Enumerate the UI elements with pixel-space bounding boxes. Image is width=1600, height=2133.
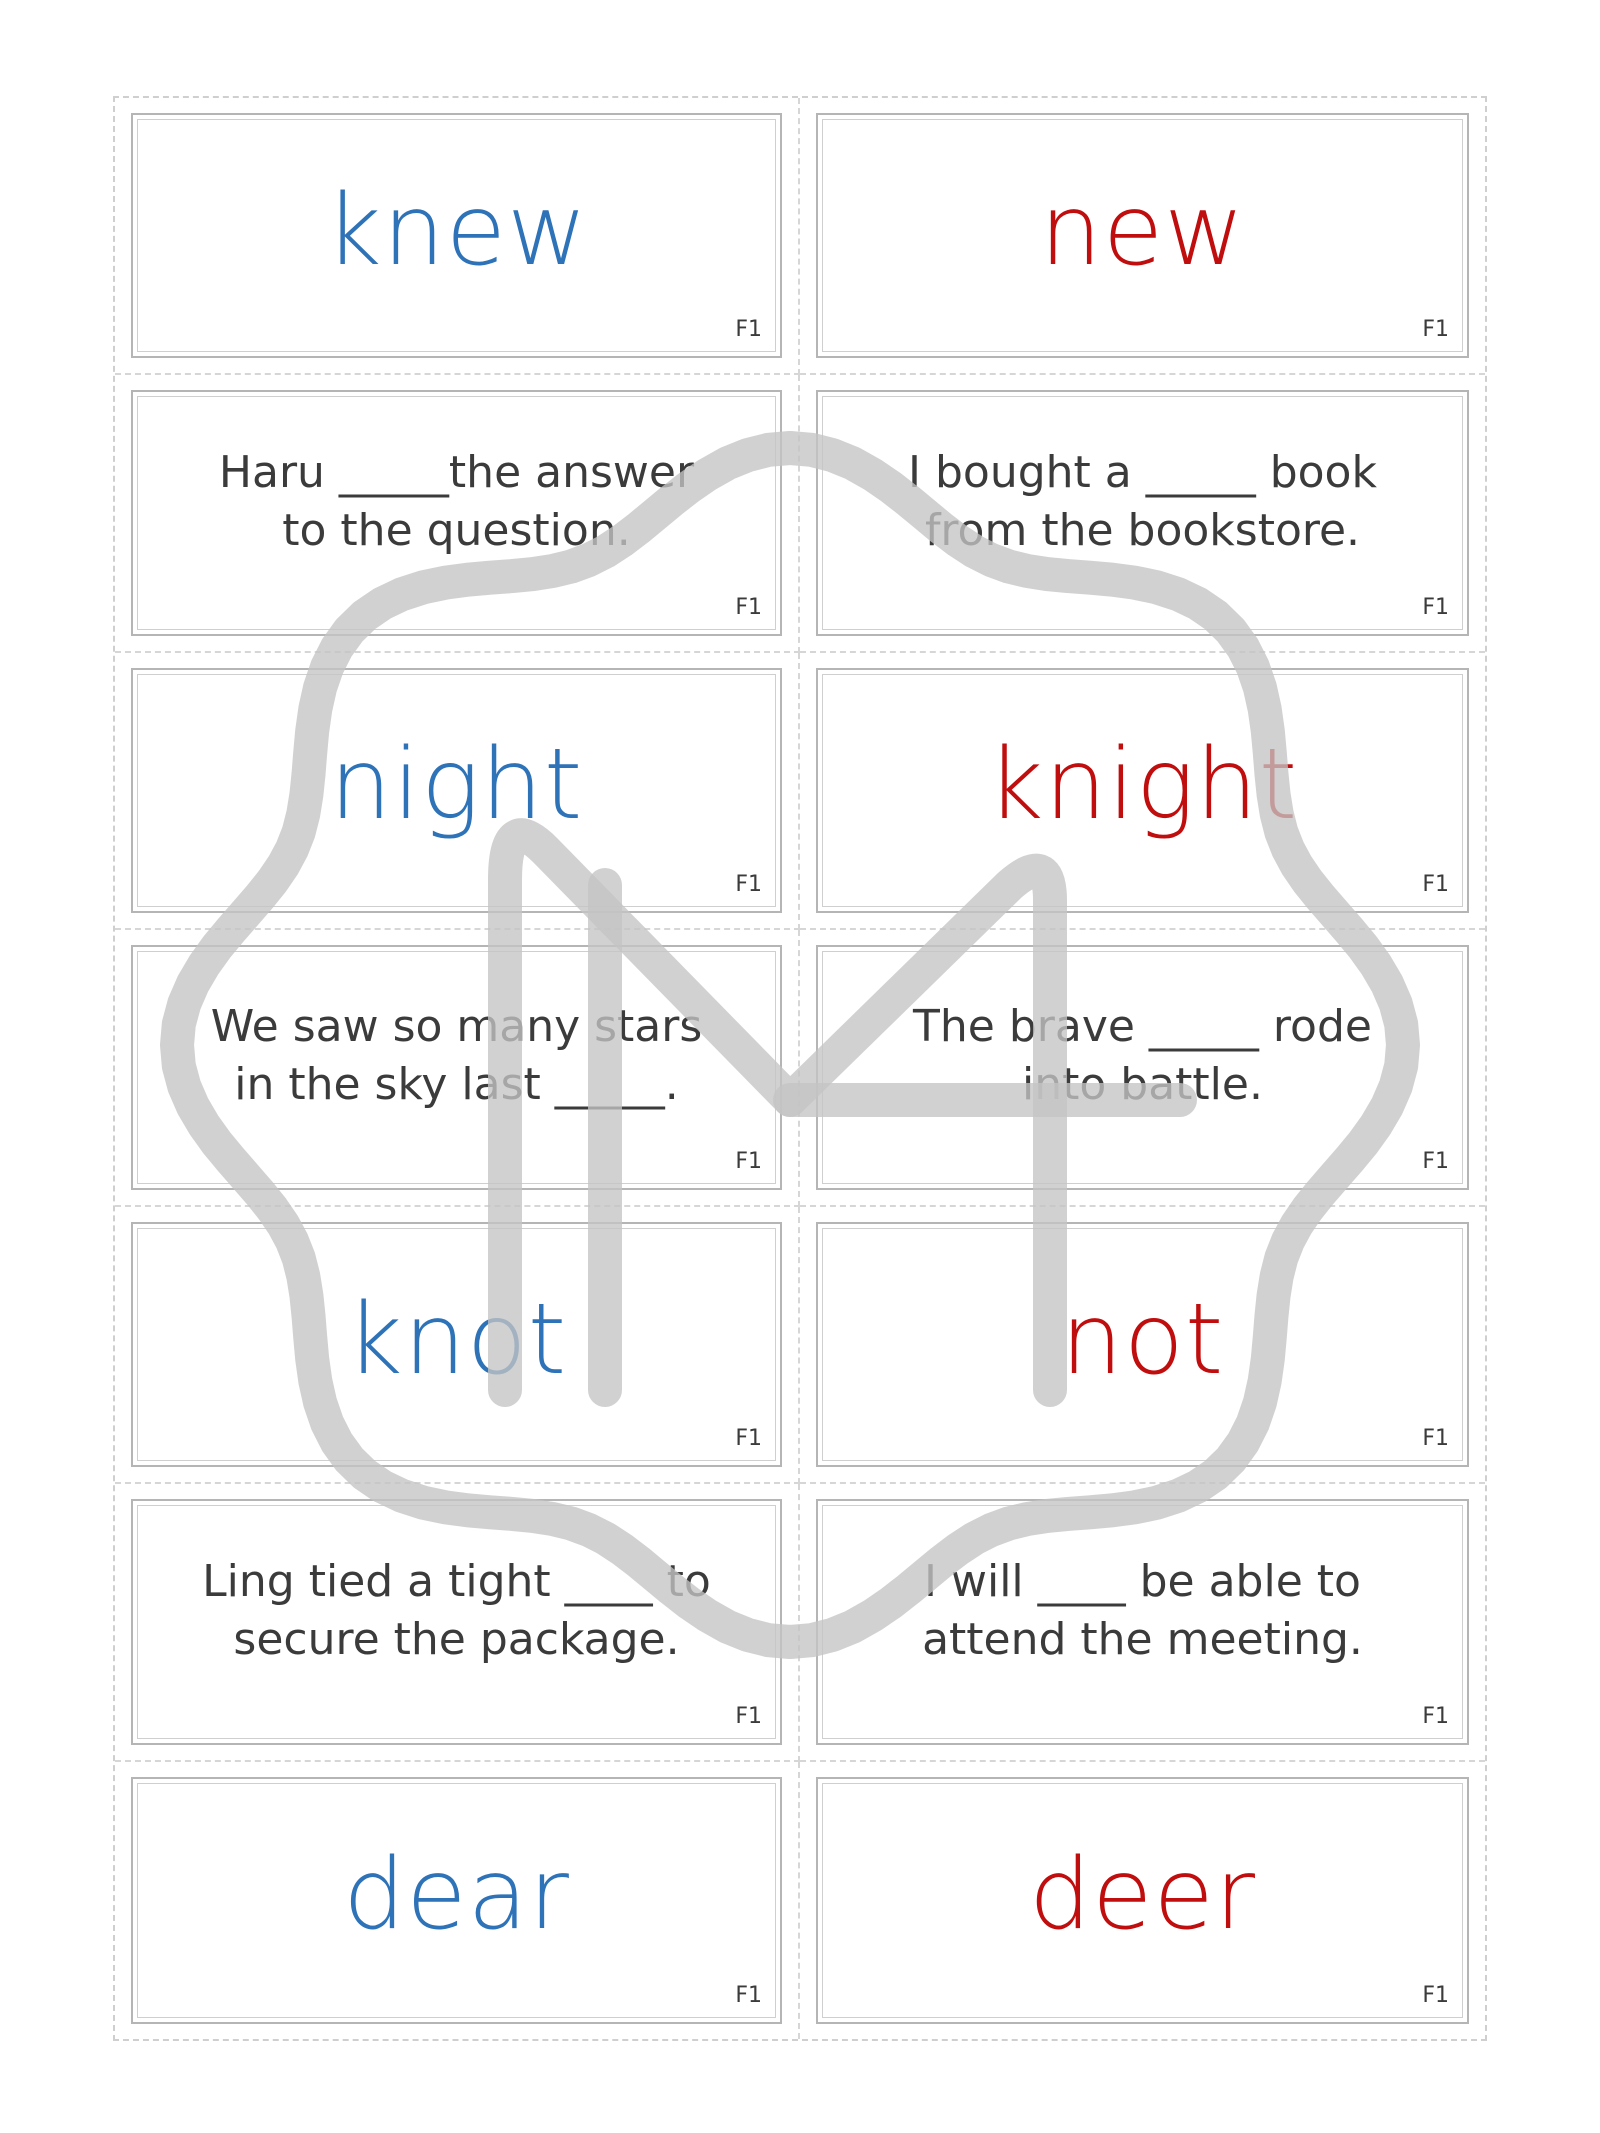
card-cell: [115, 1484, 800, 1761]
sentence-card[interactable]: [816, 1499, 1469, 1744]
sentence-card[interactable]: [816, 390, 1469, 635]
card-code: F1: [735, 871, 762, 897]
flashcard-grid: [115, 98, 1485, 2039]
sentence-card[interactable]: [131, 390, 782, 635]
word-card[interactable]: [816, 1777, 1469, 2024]
card-code: F1: [1422, 871, 1449, 897]
card-code: F1: [735, 1703, 762, 1729]
card-sentence: We saw so many stars in the sky last _____.: [210, 1001, 703, 1111]
card-cell: [115, 1762, 800, 2039]
card-cell: [115, 930, 800, 1207]
card-code: F1: [735, 1426, 762, 1452]
word-card[interactable]: [131, 1777, 782, 2024]
card-cell: [115, 653, 800, 930]
card-code: F1: [735, 1149, 762, 1175]
card-cell: [800, 1484, 1485, 1761]
card-code: F1: [1422, 1149, 1449, 1175]
card-cell: [115, 98, 800, 375]
card-cell: [800, 653, 1485, 930]
card-word: not: [1060, 1282, 1225, 1397]
word-card[interactable]: [816, 668, 1469, 913]
sentence-card[interactable]: [131, 1499, 782, 1744]
card-code: F1: [1422, 594, 1449, 620]
card-sentence: The brave _____ rode into battle.: [913, 1001, 1372, 1111]
card-code: F1: [735, 317, 762, 343]
card-cell: [115, 375, 800, 652]
word-card[interactable]: [816, 113, 1469, 358]
card-word: dear: [343, 1838, 570, 1953]
card-word: knot: [345, 1282, 568, 1397]
card-code: F1: [1422, 1426, 1449, 1452]
card-code: F1: [1422, 1982, 1449, 2008]
card-word: deer: [1028, 1838, 1257, 1953]
card-cell: [115, 1207, 800, 1484]
card-sentence: Ling tied a tight ____ to secure the package.: [202, 1556, 711, 1666]
card-cell: [800, 375, 1485, 652]
card-code: F1: [735, 1982, 762, 2008]
card-word: new: [1039, 173, 1246, 288]
card-sentence: I bought a _____ book from the bookstore.: [908, 446, 1377, 556]
flashcard-sheet: [113, 96, 1487, 2041]
sentence-card[interactable]: [816, 945, 1469, 1190]
card-word: knight: [986, 728, 1299, 843]
card-cell: [800, 1762, 1485, 2039]
word-card[interactable]: [816, 1222, 1469, 1467]
card-code: F1: [735, 594, 762, 620]
sentence-card[interactable]: [131, 945, 782, 1190]
card-code: F1: [1422, 317, 1449, 343]
word-card[interactable]: [131, 668, 782, 913]
card-cell: [800, 98, 1485, 375]
word-card[interactable]: [131, 1222, 782, 1467]
card-word: knew: [324, 173, 589, 288]
card-sentence: I will ____ be able to attend the meeting.: [922, 1556, 1363, 1666]
card-word: night: [329, 728, 584, 843]
card-cell: [800, 930, 1485, 1207]
card-sentence: Haru _____the answer to the question.: [218, 446, 695, 556]
card-code: F1: [1422, 1703, 1449, 1729]
word-card[interactable]: [131, 113, 782, 358]
card-cell: [800, 1207, 1485, 1484]
